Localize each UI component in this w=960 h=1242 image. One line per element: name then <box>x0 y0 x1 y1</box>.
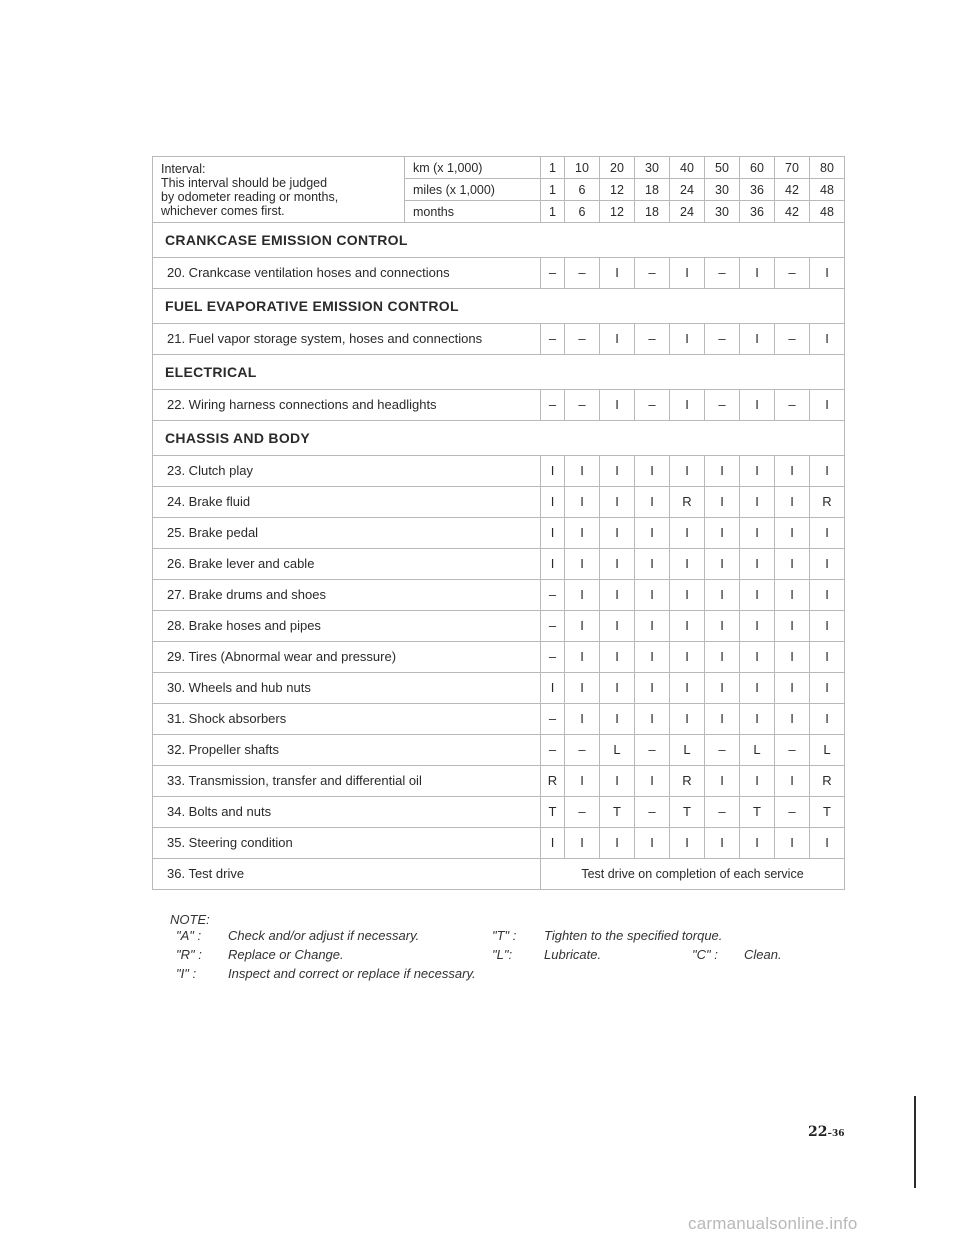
service-code-cell: I <box>541 673 565 704</box>
service-code-cell: – <box>705 258 740 289</box>
service-code-cell: – <box>705 390 740 421</box>
item-label: 20. Crankcase ventilation hoses and connections <box>153 258 541 289</box>
service-code-cell: I <box>565 487 600 518</box>
service-code-cell: R <box>541 766 565 797</box>
service-code-cell: L <box>740 735 775 766</box>
service-code-cell: I <box>600 324 635 355</box>
service-code-cell: I <box>705 549 740 580</box>
service-code-cell: I <box>670 580 705 611</box>
note-text-a: Check and/or adjust if necessary. <box>228 928 420 943</box>
service-code-cell: I <box>541 518 565 549</box>
service-code-cell: I <box>775 828 810 859</box>
service-code-cell: I <box>740 456 775 487</box>
service-code-cell: L <box>670 735 705 766</box>
item-label: 31. Shock absorbers <box>153 704 541 735</box>
km-interval-cell: 70 <box>775 157 810 179</box>
service-code-cell: I <box>670 518 705 549</box>
service-code-cell: – <box>775 390 810 421</box>
item-label: 28. Brake hoses and pipes <box>153 611 541 642</box>
interval-km-row <box>153 157 845 179</box>
service-code-cell: I <box>670 611 705 642</box>
service-code-cell: – <box>775 797 810 828</box>
section-title: CRANKCASE EMISSION CONTROL <box>153 223 845 258</box>
service-code-cell: – <box>635 258 670 289</box>
service-code-cell: I <box>635 518 670 549</box>
service-code-cell: L <box>600 735 635 766</box>
item-label: 27. Brake drums and shoes <box>153 580 541 611</box>
service-code-cell: I <box>775 518 810 549</box>
service-code-cell: T <box>740 797 775 828</box>
months-unit-label: months <box>405 201 541 223</box>
service-code-cell: I <box>600 611 635 642</box>
note-key-l: "L": <box>492 947 513 962</box>
service-code-cell: – <box>541 735 565 766</box>
months-interval-cell: 48 <box>810 201 845 223</box>
service-code-cell: I <box>541 487 565 518</box>
service-code-cell: I <box>600 580 635 611</box>
km-interval-cell: 1 <box>541 157 565 179</box>
service-code-cell: I <box>635 456 670 487</box>
service-code-cell: I <box>600 704 635 735</box>
service-code-cell: I <box>635 549 670 580</box>
maintenance-schedule-table <box>152 156 845 890</box>
service-code-cell: – <box>541 580 565 611</box>
service-code-cell: L <box>810 735 845 766</box>
miles-unit-label: miles (x 1,000) <box>405 179 541 201</box>
item-label: 30. Wheels and hub nuts <box>153 673 541 704</box>
service-code-cell: – <box>705 797 740 828</box>
km-interval-cell: 80 <box>810 157 845 179</box>
item-label: 36. Test drive <box>153 859 541 890</box>
service-code-cell: – <box>565 324 600 355</box>
service-code-cell: – <box>565 258 600 289</box>
service-code-cell: I <box>565 518 600 549</box>
schedule-row <box>153 518 845 549</box>
months-interval-cell: 12 <box>600 201 635 223</box>
test-drive-note: Test drive on completion of each service <box>541 859 845 890</box>
service-code-cell: I <box>705 487 740 518</box>
service-code-cell: I <box>740 258 775 289</box>
service-code-cell: I <box>670 673 705 704</box>
schedule-row <box>153 642 845 673</box>
section-header-row <box>153 355 845 390</box>
service-code-cell: I <box>810 828 845 859</box>
service-code-cell: I <box>705 766 740 797</box>
note-key-r: "R" : <box>176 947 202 962</box>
service-code-cell: I <box>565 549 600 580</box>
service-code-cell: – <box>775 258 810 289</box>
service-code-cell: I <box>600 258 635 289</box>
miles-interval-cell: 42 <box>775 179 810 201</box>
months-interval-cell: 42 <box>775 201 810 223</box>
service-code-cell: I <box>600 766 635 797</box>
service-code-cell: I <box>600 487 635 518</box>
service-code-cell: – <box>565 735 600 766</box>
service-code-cell: I <box>810 611 845 642</box>
note-key-c: "C" : <box>692 947 718 962</box>
service-code-cell: I <box>670 456 705 487</box>
months-interval-cell: 24 <box>670 201 705 223</box>
km-interval-cell: 50 <box>705 157 740 179</box>
service-code-cell: I <box>810 518 845 549</box>
miles-interval-cell: 6 <box>565 179 600 201</box>
service-code-cell: I <box>775 549 810 580</box>
item-label: 33. Transmission, transfer and differential oil <box>153 766 541 797</box>
service-code-cell: I <box>705 828 740 859</box>
service-code-cell: I <box>670 324 705 355</box>
service-code-cell: I <box>740 828 775 859</box>
schedule-row <box>153 735 845 766</box>
note-text-i: Inspect and correct or replace if necessary. <box>228 966 476 981</box>
service-code-cell: I <box>810 324 845 355</box>
service-code-cell: I <box>740 673 775 704</box>
service-code-cell: I <box>810 580 845 611</box>
service-code-cell: – <box>635 324 670 355</box>
miles-interval-cell: 1 <box>541 179 565 201</box>
section-header-row <box>153 289 845 324</box>
note-row-1 <box>170 928 850 947</box>
section-title: FUEL EVAPORATIVE EMISSION CONTROL <box>153 289 845 324</box>
service-code-cell: I <box>740 704 775 735</box>
service-code-cell: – <box>635 390 670 421</box>
service-code-cell: I <box>775 611 810 642</box>
schedule-row <box>153 580 845 611</box>
page-number: 22–36 <box>808 1124 845 1140</box>
service-code-cell: I <box>600 549 635 580</box>
service-code-cell: I <box>635 611 670 642</box>
service-code-cell: I <box>740 324 775 355</box>
service-code-cell: I <box>670 258 705 289</box>
service-code-cell: R <box>810 487 845 518</box>
service-code-cell: R <box>810 766 845 797</box>
note-key-i: "I" : <box>176 966 197 981</box>
miles-interval-cell: 48 <box>810 179 845 201</box>
service-code-cell: I <box>810 704 845 735</box>
service-code-cell: I <box>740 549 775 580</box>
item-label: 21. Fuel vapor storage system, hoses and connections <box>153 324 541 355</box>
note-text-c: Clean. <box>744 947 782 962</box>
service-code-cell: – <box>565 797 600 828</box>
service-code-cell: I <box>670 704 705 735</box>
km-unit-label: km (x 1,000) <box>405 157 541 179</box>
schedule-row <box>153 828 845 859</box>
service-code-cell: T <box>670 797 705 828</box>
service-code-cell: I <box>775 673 810 704</box>
service-code-cell: I <box>740 487 775 518</box>
note-key-t: "T" : <box>492 928 517 943</box>
item-label: 32. Propeller shafts <box>153 735 541 766</box>
service-code-cell: I <box>810 390 845 421</box>
service-code-cell: – <box>565 390 600 421</box>
months-interval-cell: 30 <box>705 201 740 223</box>
km-interval-cell: 30 <box>635 157 670 179</box>
service-code-cell: I <box>810 673 845 704</box>
service-code-cell: I <box>740 390 775 421</box>
service-code-cell: I <box>565 642 600 673</box>
service-code-cell: T <box>600 797 635 828</box>
service-code-cell: I <box>705 673 740 704</box>
item-label: 29. Tires (Abnormal wear and pressure) <box>153 642 541 673</box>
service-code-cell: I <box>775 766 810 797</box>
miles-interval-cell: 12 <box>600 179 635 201</box>
schedule-row <box>153 258 845 289</box>
service-code-cell: I <box>670 642 705 673</box>
service-code-cell: I <box>740 518 775 549</box>
section-header-row <box>153 421 845 456</box>
service-code-cell: I <box>541 549 565 580</box>
note-title: NOTE: <box>170 912 210 927</box>
item-label: 24. Brake fluid <box>153 487 541 518</box>
service-code-cell: I <box>600 673 635 704</box>
service-code-cell: I <box>705 704 740 735</box>
service-code-cell: I <box>775 580 810 611</box>
note-key-a: "A" : <box>176 928 202 943</box>
item-label: 26. Brake lever and cable <box>153 549 541 580</box>
months-interval-cell: 36 <box>740 201 775 223</box>
service-code-cell: I <box>705 580 740 611</box>
service-code-cell: I <box>775 487 810 518</box>
service-code-cell: I <box>565 456 600 487</box>
service-code-cell: I <box>775 456 810 487</box>
service-code-cell: I <box>705 456 740 487</box>
schedule-row <box>153 487 845 518</box>
section-title: ELECTRICAL <box>153 355 845 390</box>
km-interval-cell: 10 <box>565 157 600 179</box>
service-code-cell: I <box>635 704 670 735</box>
schedule-row <box>153 766 845 797</box>
service-code-cell: – <box>635 735 670 766</box>
item-label: 25. Brake pedal <box>153 518 541 549</box>
service-code-cell: I <box>740 642 775 673</box>
km-interval-cell: 20 <box>600 157 635 179</box>
service-code-cell: I <box>565 673 600 704</box>
service-code-cell: R <box>670 487 705 518</box>
service-code-cell: I <box>810 642 845 673</box>
schedule-row <box>153 611 845 642</box>
schedule-row <box>153 390 845 421</box>
service-code-cell: I <box>810 456 845 487</box>
service-code-cell: I <box>705 518 740 549</box>
item-label: 22. Wiring harness connections and headlights <box>153 390 541 421</box>
schedule-row <box>153 673 845 704</box>
service-code-cell: I <box>740 766 775 797</box>
interval-description: Interval: This interval should be judged by odometer reading or months, whichever comes first. <box>153 157 405 223</box>
service-code-cell: I <box>775 642 810 673</box>
service-code-cell: – <box>635 797 670 828</box>
service-code-cell: I <box>600 456 635 487</box>
service-code-cell: I <box>670 390 705 421</box>
service-code-cell: I <box>635 580 670 611</box>
miles-interval-cell: 30 <box>705 179 740 201</box>
note-row-2 <box>170 947 850 966</box>
service-code-cell: I <box>670 549 705 580</box>
service-code-cell: I <box>541 456 565 487</box>
service-code-cell: I <box>600 518 635 549</box>
schedule-row <box>153 797 845 828</box>
service-code-cell: I <box>705 642 740 673</box>
schedule-row <box>153 456 845 487</box>
service-code-cell: I <box>565 704 600 735</box>
service-code-cell: – <box>705 324 740 355</box>
schedule-row <box>153 324 845 355</box>
service-code-cell: I <box>600 642 635 673</box>
service-code-cell: – <box>541 704 565 735</box>
service-code-cell: – <box>775 324 810 355</box>
note-legend <box>170 912 850 985</box>
note-row-3 <box>170 966 850 985</box>
service-code-cell: I <box>670 828 705 859</box>
service-code-cell: I <box>600 390 635 421</box>
service-code-cell: I <box>810 258 845 289</box>
service-code-cell: – <box>541 258 565 289</box>
service-code-cell: I <box>810 549 845 580</box>
months-interval-cell: 6 <box>565 201 600 223</box>
schedule-row <box>153 549 845 580</box>
schedule-row <box>153 704 845 735</box>
service-code-cell: I <box>635 642 670 673</box>
service-code-cell: I <box>565 766 600 797</box>
service-code-cell: I <box>635 487 670 518</box>
service-code-cell: I <box>565 580 600 611</box>
item-label: 35. Steering condition <box>153 828 541 859</box>
service-code-cell: T <box>810 797 845 828</box>
service-code-cell: T <box>541 797 565 828</box>
months-interval-cell: 18 <box>635 201 670 223</box>
watermark: carmanualsonline.info <box>688 1214 858 1233</box>
service-code-cell: R <box>670 766 705 797</box>
months-interval-cell: 1 <box>541 201 565 223</box>
km-interval-cell: 60 <box>740 157 775 179</box>
item-label: 34. Bolts and nuts <box>153 797 541 828</box>
section-title: CHASSIS AND BODY <box>153 421 845 456</box>
section-header-row <box>153 223 845 258</box>
schedule-row <box>153 859 845 890</box>
service-code-cell: – <box>541 642 565 673</box>
service-code-cell: I <box>635 673 670 704</box>
miles-interval-cell: 36 <box>740 179 775 201</box>
service-code-cell: – <box>705 735 740 766</box>
service-code-cell: – <box>541 611 565 642</box>
service-code-cell: I <box>740 611 775 642</box>
km-interval-cell: 40 <box>670 157 705 179</box>
service-code-cell: I <box>775 704 810 735</box>
note-text-l: Lubricate. <box>544 947 602 962</box>
miles-interval-cell: 18 <box>635 179 670 201</box>
service-code-cell: I <box>740 580 775 611</box>
service-code-cell: I <box>541 828 565 859</box>
service-code-cell: – <box>541 324 565 355</box>
note-text-t: Tighten to the specified torque. <box>544 928 723 943</box>
note-text-r: Replace or Change. <box>228 947 344 962</box>
service-code-cell: I <box>635 828 670 859</box>
service-code-cell: – <box>541 390 565 421</box>
service-code-cell: I <box>705 611 740 642</box>
service-code-cell: I <box>565 611 600 642</box>
page-edge-line <box>914 1096 916 1188</box>
service-code-cell: I <box>565 828 600 859</box>
item-label: 23. Clutch play <box>153 456 541 487</box>
service-code-cell: – <box>775 735 810 766</box>
miles-interval-cell: 24 <box>670 179 705 201</box>
service-code-cell: I <box>635 766 670 797</box>
service-code-cell: I <box>600 828 635 859</box>
